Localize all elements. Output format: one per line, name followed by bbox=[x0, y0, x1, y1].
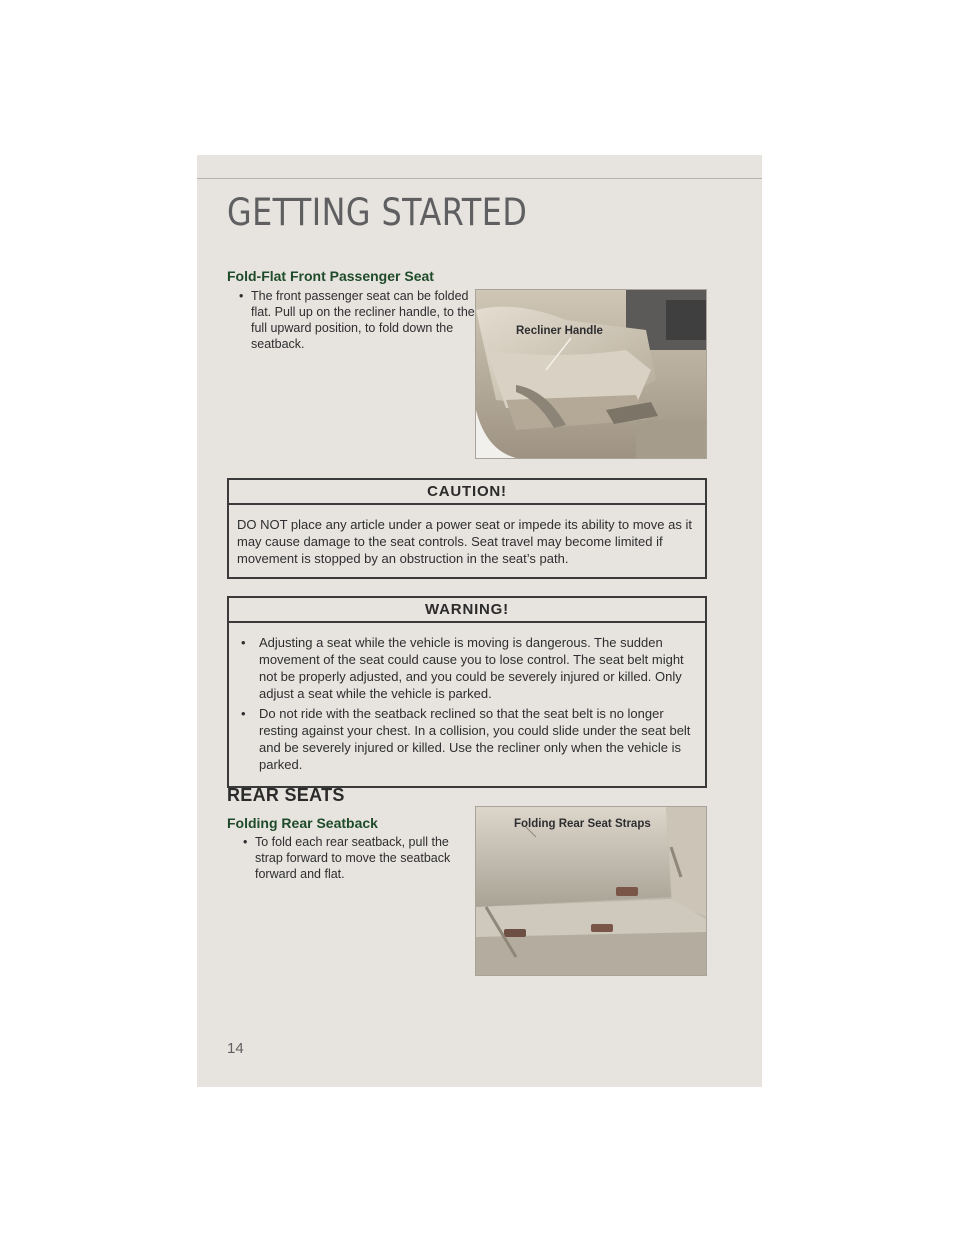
page-number: 14 bbox=[227, 1040, 244, 1057]
warning-title: WARNING! bbox=[229, 598, 705, 623]
caution-body: DO NOT place any article under a power seat or impede its ability to move as it may cause damage to the seat controls. Seat travel may become limited if movement is stopped by an obstruction in the seat’s path. bbox=[237, 517, 692, 566]
section-title: GETTING STARTED bbox=[227, 191, 528, 234]
header-rule bbox=[197, 178, 762, 179]
caution-title: CAUTION! bbox=[229, 480, 705, 505]
fold-flat-bullet-list bbox=[227, 288, 475, 352]
warning-box bbox=[227, 596, 707, 788]
rear-seat-bullet-list bbox=[231, 834, 461, 882]
caution-box bbox=[227, 478, 707, 579]
warning-body bbox=[229, 623, 705, 786]
fold-flat-heading: Fold-Flat Front Passenger Seat bbox=[227, 268, 434, 284]
recliner-handle-photo bbox=[475, 289, 707, 459]
rear-seat-straps-label: Folding Rear Seat Straps bbox=[514, 818, 651, 830]
rear-seat-straps-photo bbox=[475, 806, 707, 976]
warning-bullet: • Adjusting a seat while the vehicle is moving is dangerous. The sudden movement of the seat could cause you to lose control. The seat belt might not be properly adjusted, and you could be severely injured or killed. Only adjust a seat while the vehicle is parked. bbox=[237, 634, 699, 702]
rear-seat-bullet: • To fold each rear seatback, pull the strap forward to move the seatback forward and flat. bbox=[231, 834, 461, 882]
rear-seat-illustration bbox=[476, 807, 706, 975]
fold-flat-bullet: • The front passenger seat can be folded flat. Pull up on the recliner handle, to the full upward position, to fold down the seatback. bbox=[227, 288, 475, 352]
warning-bullet: • Do not ride with the seatback reclined so that the seat belt is no longer resting against your chest. In a collision, you could slide under the seat belt and be severely injured or killed. Use the recliner only when the vehicle is parked. bbox=[237, 705, 699, 773]
rear-seats-heading: REAR SEATS bbox=[227, 785, 345, 805]
manual-page bbox=[197, 155, 762, 1087]
recliner-handle-label: Recliner Handle bbox=[516, 325, 603, 337]
folding-rear-seatback-heading: Folding Rear Seatback bbox=[227, 815, 378, 831]
recliner-seat-illustration bbox=[476, 290, 706, 458]
